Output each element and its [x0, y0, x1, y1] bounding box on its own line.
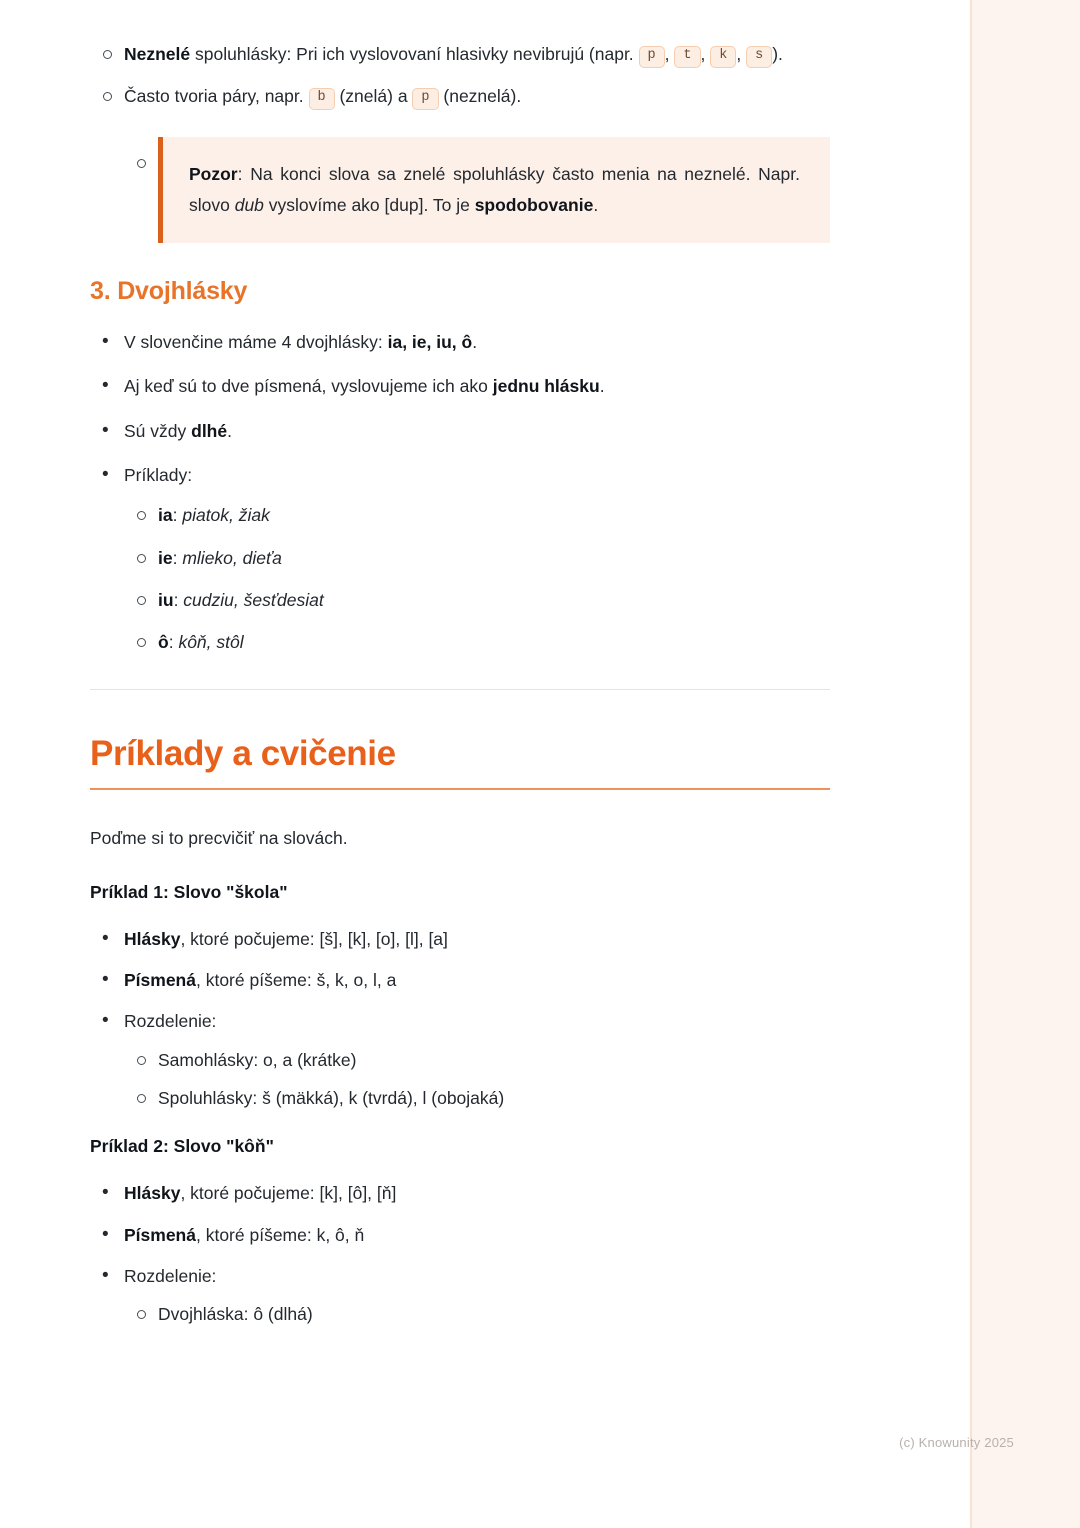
callout-bullet-wrapper — [124, 137, 830, 243]
example2-list — [90, 1179, 830, 1290]
ex2-sub-1: Dvojhláska: ô (dlhá) — [158, 1304, 313, 1325]
list-item — [124, 1046, 830, 1074]
ex2-hlasky-text: , ktoré počujeme: [k], [ô], [ň] — [180, 1183, 397, 1204]
list-item — [90, 40, 830, 68]
pary-pre: Často tvoria páry, napr. — [124, 86, 309, 107]
neznele-tail: ). — [772, 44, 783, 64]
ex1-sub-1: Samohlásky: o, a (krátke) — [158, 1049, 357, 1070]
pary-tail: (neznelá). — [438, 86, 522, 107]
ex2-rozdelenie-label: Rozdelenie: — [124, 1266, 217, 1287]
callout-text-1: : Na konci slova sa znelé spoluhlásky často menia na neznelé. Napr. slovo — [189, 163, 800, 215]
list-item — [90, 82, 830, 110]
consonants-list — [90, 40, 830, 111]
list-item — [124, 1300, 830, 1328]
ex2-pismena-bold: Písmená — [124, 1224, 196, 1245]
list-item — [124, 1084, 830, 1112]
dv-b1-bold: ia, ie, iu, ô — [387, 331, 473, 352]
callout-label: Pozor — [189, 163, 238, 184]
ex-sep-ie: : — [172, 547, 183, 568]
callout-tail: . — [593, 194, 599, 215]
example2-heading: Príklad 2: Slovo "kôň" — [90, 1136, 274, 1157]
example1-sublist — [90, 1046, 830, 1113]
ex1-pismena-bold: Písmená — [124, 970, 196, 991]
dv-b2-bold: jednu hlásku — [492, 376, 600, 397]
list-item — [124, 628, 830, 656]
neznele-text: spoluhlásky: Pri ich vyslovovaní hlasivky nevibrujú (napr. — [190, 44, 639, 64]
list-item — [90, 1007, 830, 1035]
ex-sep-ia: : — [172, 505, 183, 526]
code-chip-p2: p — [412, 88, 438, 110]
ex-key-o: ô — [158, 632, 169, 653]
dv-b2-pre: Aj keď sú to dve písmená, vyslovujeme ich ako — [124, 376, 493, 397]
dvojhlasky-examples — [90, 501, 830, 656]
list-item — [90, 1179, 830, 1207]
dv-b2-tail: . — [599, 376, 605, 397]
ex1-sub-2: Spoluhlásky: š (mäkká), k (tvrdá), l (obojaká) — [158, 1088, 505, 1109]
ex-sep-iu: : — [173, 590, 184, 611]
code-chip-k: k — [710, 46, 736, 68]
callout-text-2: vyslovíme ako [dup]. To je — [263, 194, 475, 215]
ex-key-ia: ia — [158, 505, 173, 526]
intro-paragraph: Poďme si to precvičiť na slovách. — [90, 827, 348, 848]
page-title-priklady: Príklady a cvičenie — [90, 733, 396, 773]
example1-list — [90, 925, 830, 1036]
ex1-rozdelenie-label: Rozdelenie: — [124, 1011, 217, 1032]
list-item — [90, 1262, 830, 1290]
list-item — [90, 417, 830, 445]
callout-pozor — [158, 137, 830, 243]
right-margin-strip — [972, 0, 1080, 1528]
code-chip-p: p — [639, 46, 665, 68]
list-item — [124, 586, 830, 614]
watermark: (c) Knowunity 2025 — [899, 1435, 1014, 1450]
ex2-pismena-text: , ktoré píšeme: k, ô, ň — [195, 1224, 365, 1245]
example1-heading: Príklad 1: Slovo "škola" — [90, 881, 288, 902]
dv-b1-tail: . — [472, 331, 478, 352]
code-chip-b: b — [309, 88, 335, 110]
comma-2: , — [700, 44, 711, 64]
code-chip-t: t — [674, 46, 700, 68]
list-item — [90, 966, 830, 994]
comma-1: , — [664, 44, 675, 64]
ex-val-ie: mlieko, dieťa — [182, 547, 282, 568]
section-heading-dvojhlasky: 3. Dvojhlásky — [90, 276, 248, 305]
dv-b1-pre: V slovenčine máme 4 dvojhlásky: — [124, 331, 388, 352]
ex-key-ie: ie — [158, 547, 173, 568]
ex1-hlasky-bold: Hlásky — [124, 928, 181, 949]
list-item — [90, 372, 830, 400]
ex1-hlasky-text: , ktoré počujeme: [š], [k], [o], [l], [a] — [180, 928, 448, 949]
example2-sublist — [90, 1300, 830, 1328]
dv-priklady-label: Príklady: — [124, 465, 193, 485]
title-underline — [90, 788, 830, 790]
ex-val-ia: piatok, žiak — [182, 505, 270, 526]
ex-key-iu: iu — [158, 590, 174, 611]
list-item — [124, 501, 830, 529]
dv-b3-pre: Sú vždy — [124, 420, 192, 441]
document-content — [90, 40, 830, 1339]
dv-b3-tail: . — [227, 420, 232, 441]
dvojhlasky-list — [90, 328, 830, 489]
ex-sep-o: : — [168, 632, 179, 653]
list-item — [124, 544, 830, 572]
pary-mid: (znelá) a — [334, 86, 413, 107]
list-item — [90, 328, 830, 356]
list-item — [90, 925, 830, 953]
ex-val-iu: cudziu, šesťdesiat — [183, 590, 324, 611]
ex2-hlasky-bold: Hlásky — [124, 1183, 181, 1204]
list-item — [90, 1221, 830, 1249]
section-divider — [90, 689, 830, 690]
dv-b3-bold: dlhé — [191, 420, 228, 441]
ex-val-o: kôň, stôl — [178, 632, 244, 653]
callout-italic-word: dub — [234, 194, 264, 215]
code-chip-s: s — [746, 46, 772, 68]
ex1-pismena-text: , ktoré píšeme: š, k, o, l, a — [195, 970, 397, 991]
neznele-label: Neznelé — [124, 44, 191, 64]
right-margin-divider — [970, 0, 972, 1528]
callout-bold-end: spodobovanie — [474, 194, 594, 215]
comma-3: , — [736, 44, 747, 64]
list-item — [90, 461, 830, 489]
